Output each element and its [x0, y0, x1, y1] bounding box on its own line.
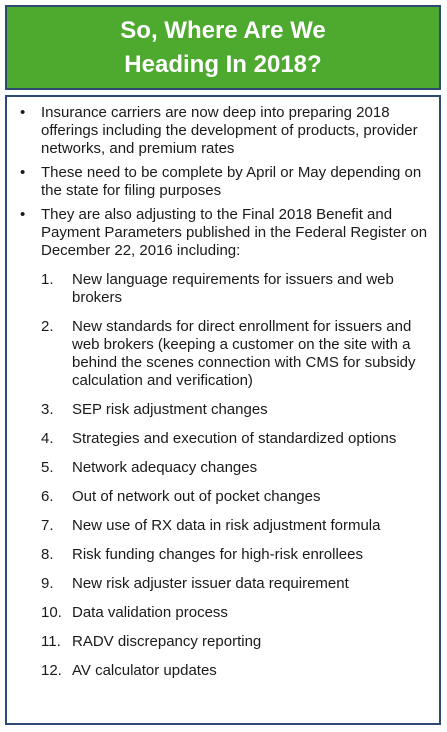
title-line-2: Heading In 2018?	[124, 50, 322, 78]
item-number: 10.	[41, 604, 62, 621]
numbered-item	[41, 430, 431, 448]
bullet-marker: •	[20, 164, 26, 181]
bullet-item	[7, 104, 439, 158]
item-number: 11.	[41, 633, 61, 650]
item-number: 2.	[41, 318, 54, 335]
numbered-item	[41, 546, 431, 564]
item-number: 5.	[41, 459, 54, 476]
item-text: SEP risk adjustment changes	[72, 401, 268, 418]
item-text: Data validation process	[72, 604, 228, 621]
item-text: AV calculator updates	[72, 662, 217, 679]
item-text: Strategies and execution of standardized options	[72, 430, 397, 447]
item-text: New risk adjuster issuer data requirement	[72, 575, 349, 592]
item-text: New use of RX data in risk adjustment formula	[72, 517, 381, 534]
item-number: 7.	[41, 517, 54, 534]
bullet-marker: •	[20, 104, 26, 121]
item-text: New language requirements for issuers and web brokers	[72, 271, 394, 306]
content-box	[5, 95, 441, 725]
bullet-text: These need to be complete by April or May depending on the state for filing purposes	[41, 164, 422, 199]
numbered-item	[41, 459, 431, 477]
item-text: New standards for direct enrollment for issuers and web brokers (keeping a customer on the site with a behind the scenes connection with CMS for subsidy calculation and verification)	[72, 318, 416, 389]
bullet-marker: •	[20, 206, 26, 223]
numbered-item	[41, 401, 431, 419]
item-text: Risk funding changes for high-risk enrollees	[72, 546, 363, 563]
title-line-1: So, Where Are We	[120, 16, 326, 44]
numbered-item	[41, 575, 431, 593]
numbered-item	[41, 604, 431, 622]
numbered-item	[41, 271, 431, 307]
numbered-list	[41, 271, 431, 680]
numbered-item	[41, 318, 431, 390]
bullet-list	[7, 104, 439, 686]
item-number: 12.	[41, 662, 62, 679]
item-number: 4.	[41, 430, 54, 447]
item-number: 3.	[41, 401, 54, 418]
item-text: Out of network out of pocket changes	[72, 488, 321, 505]
item-number: 8.	[41, 546, 54, 563]
title-banner	[5, 5, 441, 90]
bullet-text: Insurance carriers are now deep into preparing 2018 offerings including the development of products, provider networks, and premium rates	[41, 104, 418, 157]
item-number: 9.	[41, 575, 54, 592]
item-text: Network adequacy changes	[72, 459, 258, 476]
bullet-item	[7, 206, 439, 680]
item-text: RADV discrepancy reporting	[72, 633, 262, 650]
bullet-text: They are also adjusting to the Final 2018 Benefit and Payment Parameters published in the Federal Register on December 22, 2016 including:	[41, 206, 428, 259]
numbered-item	[41, 517, 431, 535]
item-number: 6.	[41, 488, 54, 505]
numbered-item	[41, 488, 431, 506]
numbered-item	[41, 662, 431, 680]
bullet-item	[7, 164, 439, 200]
numbered-item	[41, 633, 431, 651]
item-number: 1.	[41, 271, 54, 288]
